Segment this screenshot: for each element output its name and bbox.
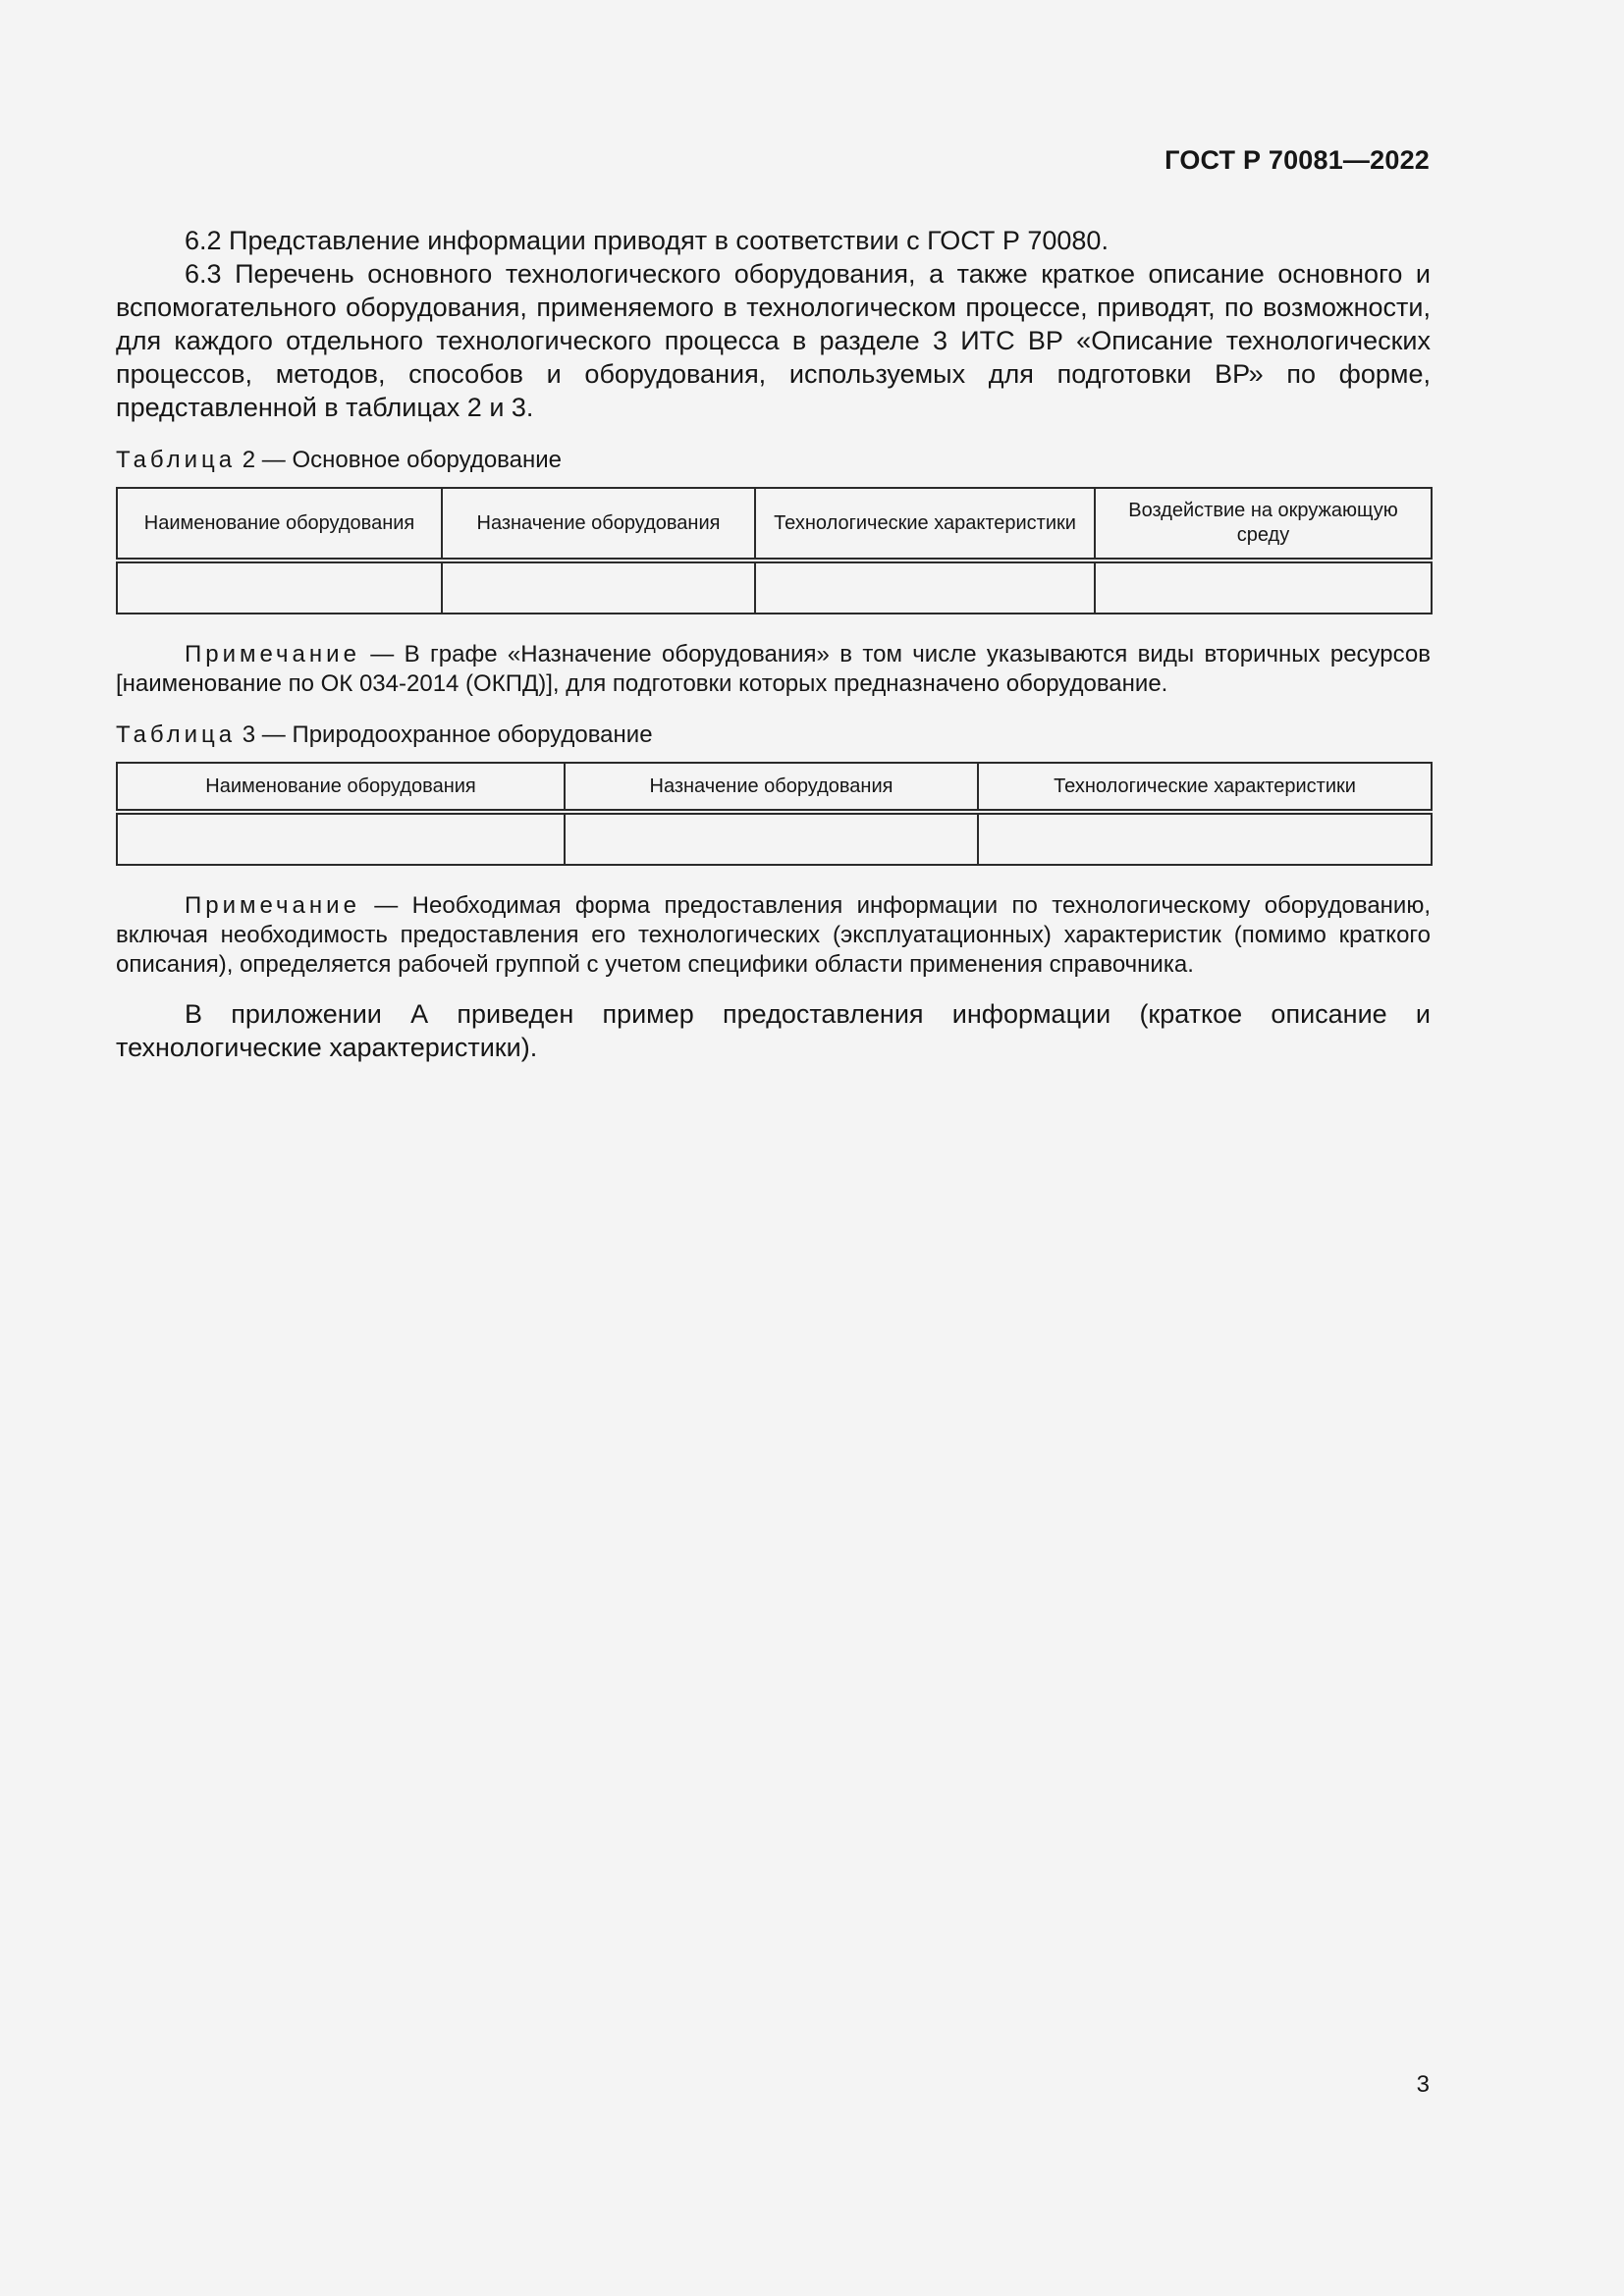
paragraph-6-2: 6.2 Представление информации приводят в соответствии с ГОСТ Р 70080. bbox=[185, 226, 1109, 255]
table-3-column-name: Наименование оборудования bbox=[117, 763, 565, 812]
table-2-column-purpose: Назначение оборудования bbox=[442, 488, 755, 561]
table-cell bbox=[117, 812, 565, 865]
table-2-column-name: Наименование оборудования bbox=[117, 488, 442, 561]
table-cell bbox=[978, 812, 1432, 865]
table-cell bbox=[117, 561, 442, 614]
table-2-label: Таблица bbox=[116, 447, 237, 473]
table-2-column-characteristics: Технологические характеристики bbox=[755, 488, 1095, 561]
table-2-main-equipment bbox=[116, 487, 1433, 614]
table-3-title: 3 — Природоохранное оборудование bbox=[236, 721, 653, 748]
table-3-label: Таблица bbox=[116, 721, 237, 748]
appendix-reference-paragraph: В приложении А приведен пример предоставления информации (краткое описание и технологические характеристики). bbox=[116, 999, 1431, 1062]
table-2-column-environmental-impact: Воздействие на окружающую среду bbox=[1095, 488, 1432, 561]
note-2-text: — Необходимая форма предоставления информации по технологическому оборудованию, включая необходимость предоставления его технологических (эксплуатационных) характеристик (помимо краткого описания), определяется рабочей группой с учетом специфики области применения справочника. bbox=[116, 892, 1431, 978]
table-header-row bbox=[117, 488, 1432, 561]
table-3-caption bbox=[116, 721, 1431, 750]
table-cell bbox=[442, 561, 755, 614]
table-3-column-characteristics: Технологические характеристики bbox=[978, 763, 1432, 812]
note-1 bbox=[116, 640, 1431, 699]
table-cell bbox=[1095, 561, 1432, 614]
note-2-label: Примечание bbox=[185, 892, 360, 919]
table-row bbox=[117, 812, 1432, 865]
paragraph-6-3: 6.3 Перечень основного технологического оборудования, а также краткое описание основного и вспомогательного оборудования, применяемого в технологическом процессе, приводят, по возможности, для каждого отдельного технологического процесса в разделе 3 ИТС ВР «Описание технологических процессов, методов, способов и оборудования, используемых для подготовки ВР» по форме, представленной в таблицах 2 и 3. bbox=[116, 259, 1431, 422]
document-code-header: ГОСТ Р 70081—2022 bbox=[1164, 145, 1430, 175]
table-3-column-purpose: Назначение оборудования bbox=[565, 763, 978, 812]
table-row bbox=[117, 561, 1432, 614]
table-cell bbox=[755, 561, 1095, 614]
note-2 bbox=[116, 891, 1431, 980]
table-header-row bbox=[117, 763, 1432, 812]
note-1-text: — В графе «Назначение оборудования» в том числе указываются виды вторичных ресурсов [наименование по ОК 034-2014 (ОКПД)], для подготовки которых предназначено оборудование. bbox=[116, 641, 1431, 697]
table-2-title: 2 — Основное оборудование bbox=[236, 447, 563, 473]
table-cell bbox=[565, 812, 978, 865]
table-2-caption bbox=[116, 446, 1431, 475]
page-content bbox=[116, 224, 1431, 1064]
table-3-environmental-equipment bbox=[116, 762, 1433, 866]
note-1-label: Примечание bbox=[185, 641, 360, 667]
page-number: 3 bbox=[1416, 2071, 1430, 2098]
